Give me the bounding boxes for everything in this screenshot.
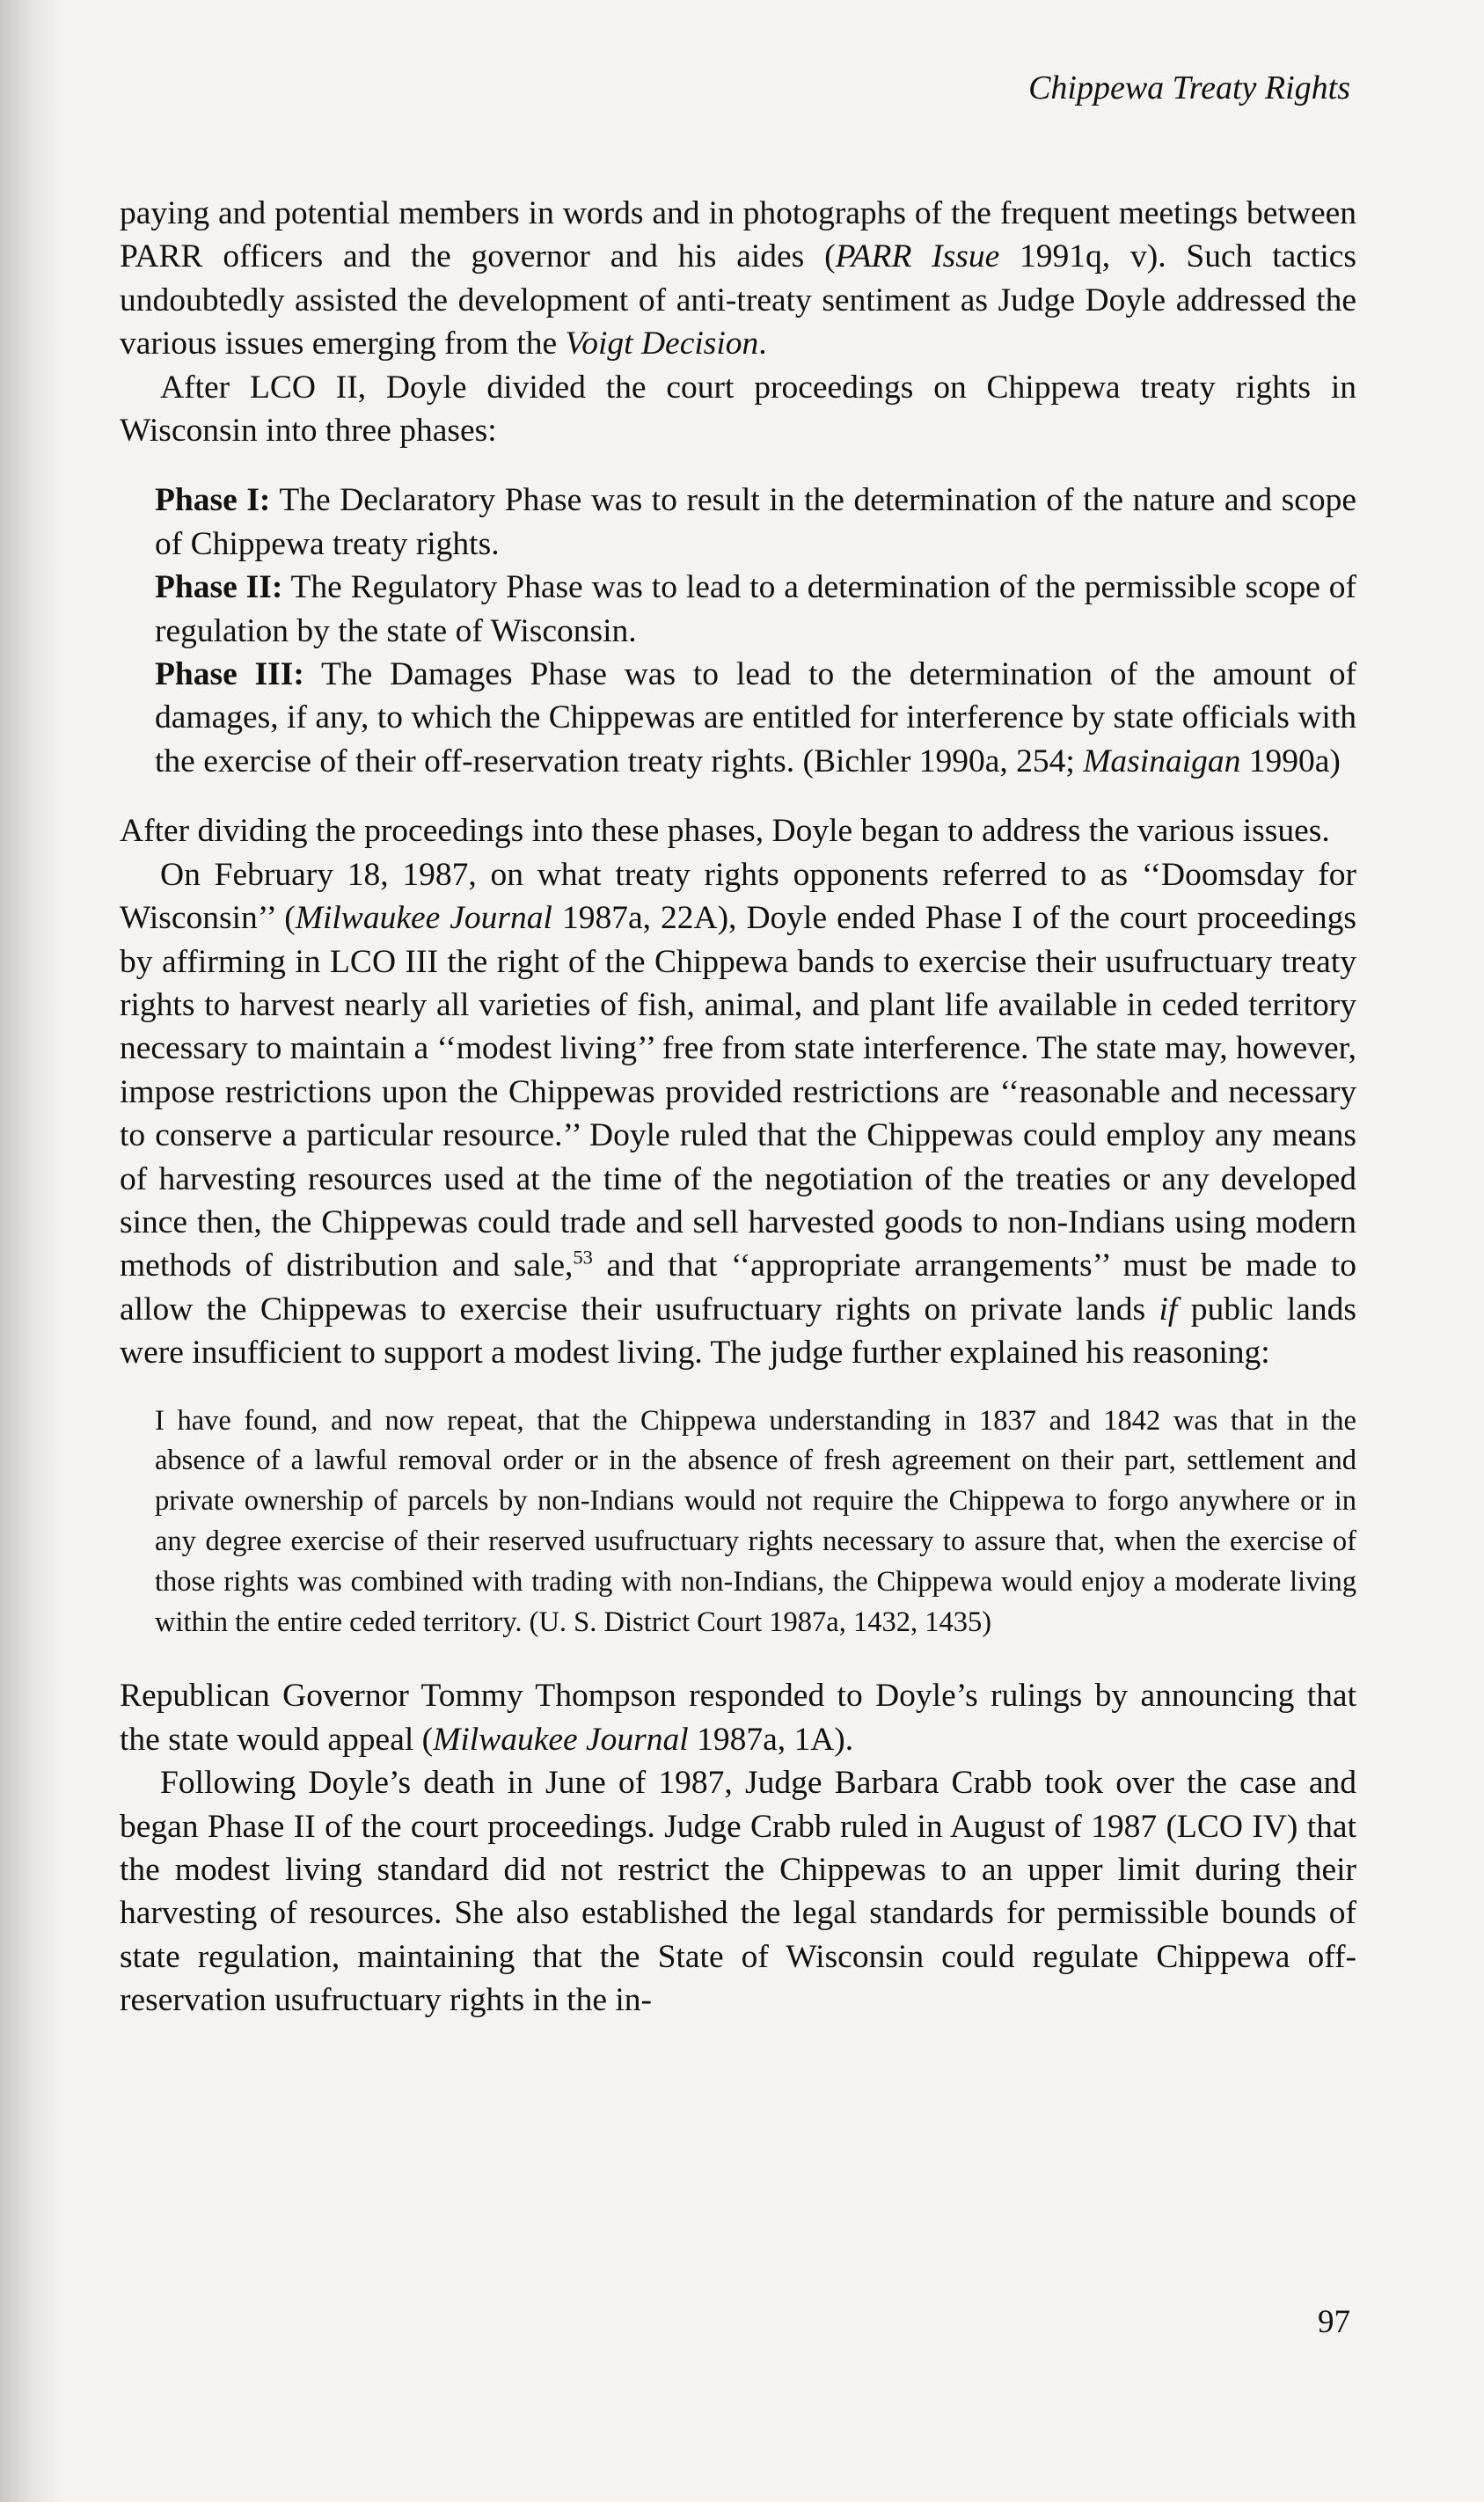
phase-item: Phase III: The Damages Phase was to lead to the determination of the amount of damages, if any, to which the Chippewas are entitled for interference by state officials with the exercise of their off-reservation treaty rights. (Bichler 1990a, 254; Masinaigan 1990a) [155,656,1356,779]
paragraph-after-dividing: After dividing the proceedings into these phases, Doyle began to address the various issues. [120,813,1330,850]
phase-item: Phase II: The Regulatory Phase was to lead to a determination of the permissible scope of regulation by the state of Wisconsin. [155,569,1356,649]
paragraph-doomsday-ruling: On February 18, 1987, on what treaty rights opponents referred to as ‘‘Doomsday for Wisconsin’’ (Milwaukee Journal 1987a, 22A), Doyle ended Phase I of the court proceedings by affirming in LCO III the right of the Chippewa bands to exercise their usufructuary treaty rights to harvest nearly all varieties of fish, animal, and plant life available in ceded territory necessary to maintain a ‘‘modest living’’ free from state interference. The state may, however, impose restrictions upon the Chippewas provided restrictions are ‘‘reasonable and necessary to conserve a particular resource.’’ Doyle ruled that the Chippewas could employ any means of harvesting resources used at the time of the negotiation of the treaties or any developed since then, the Chippewas could trade and sell harvested goods to non-Indians using modern methods of distribution and sale,$^{53}$ and that ‘‘appropriate arrangements’’ must be made to allow the Chippewas to exercise their usufructuary rights on private lands if public lands were insufficient to support a modest living. The judge further explained his reasoning: [120,856,1356,1372]
page-number: 97 [1318,2304,1350,2340]
paragraph-governor-appeal: Republican Governor Tommy Thompson responded to Doyle’s rulings by announcing that the state would appeal (Milwaukee Journal 1987a, 1A). [120,1678,1356,1758]
paragraph-judge-crabb: Following Doyle’s death in June of 1987, Judge Barbara Crabb took over the case and began Phase II of the court proceedings. Judge Crabb ruled in August of 1987 (LCO IV) that the modest living standard did not restrict the Chippewas to an upper limit during their harvesting of resources. She also established the legal standards for permissible bounds of state regulation, maintaining that the State of Wisconsin could regulate Chippewa off-reservation usufructuary rights in the in- [120,1765,1356,2019]
block-quote: I have found, and now repeat, that the Chippewa understanding in 1837 and 1842 was that in the absence of a lawful removal order or in the absence of fresh agreement on their part, settlement and private ownership of parcels by non-Indians would not require the Chippewa to forgo anywhere or in any degree exercise of their reserved usufructuary rights necessary to assure that, when the exercise of those rights was combined with trading with non-Indians, the Chippewa would enjoy a moderate living within the entire ceded territory. (U. S. District Court 1987a, 1432, 1435) [155,1404,1356,1638]
paragraph-three-phases-intro: After LCO II, Doyle divided the court proceedings on Chippewa treaty rights in Wisconsin into three phases: [120,369,1356,450]
paragraph-parr-tactics: paying and potential members in words and in photographs of the frequent meetings between PARR officers and the governor and his aides (PARR Issue 1991q, v). Such tactics undoubtedly assisted the development of anti-treaty sentiment as Judge Doyle addressed the various issues emerging from the Voigt Decision. [120,195,1356,362]
footnote-marker: 53 [573,1246,593,1269]
page-gutter-shadow [0,0,62,2502]
running-head: Chippewa Treaty Rights [1028,70,1350,106]
body-text [120,192,1356,2023]
phases-list [155,479,1356,783]
phase-item: Phase I: The Declaratory Phase was to result in the determination of the nature and scope of Chippewa treaty rights. [155,482,1356,562]
